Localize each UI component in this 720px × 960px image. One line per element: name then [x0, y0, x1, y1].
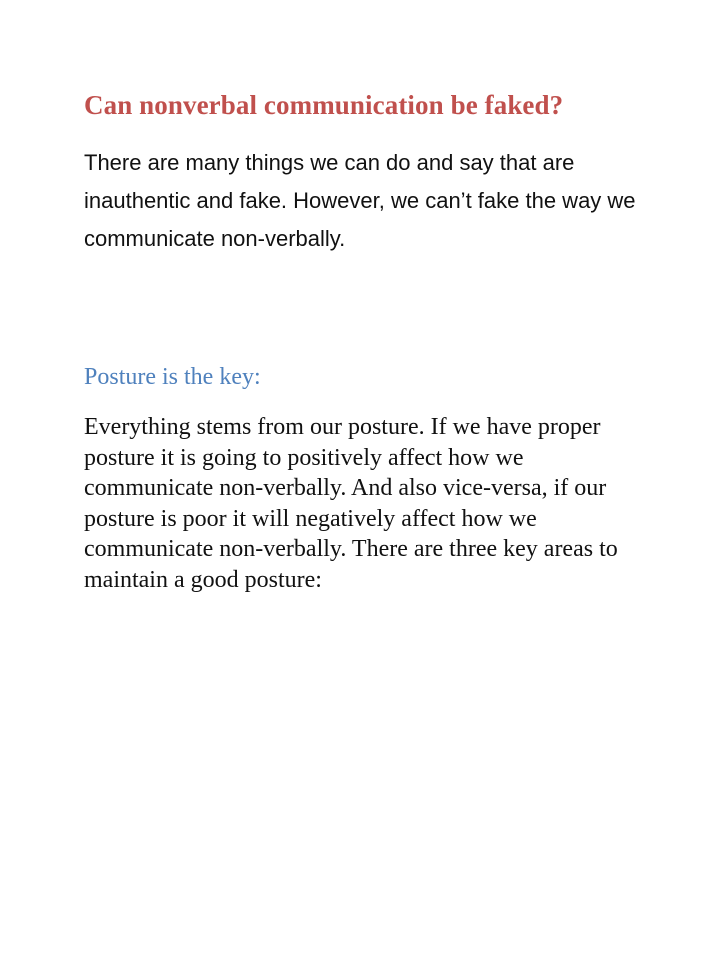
section-heading-posture: Posture is the key:	[84, 364, 261, 390]
paragraph-nonverbal-faked: There are many things we can do and say that are inauthentic and fake. However, we can’t fake the way we communicate non-verbally.	[84, 150, 636, 251]
section-heading-nonverbal-faked: Can nonverbal communication be faked?	[84, 90, 564, 120]
paragraph-posture: Everything stems from our posture. If we have proper posture it is going to positively affect how we communicate non-verbally. And also vice-versa, if our posture is poor it will negatively affect how we communicate non-verbally. There are three key areas to maintain a good posture:	[84, 414, 618, 593]
